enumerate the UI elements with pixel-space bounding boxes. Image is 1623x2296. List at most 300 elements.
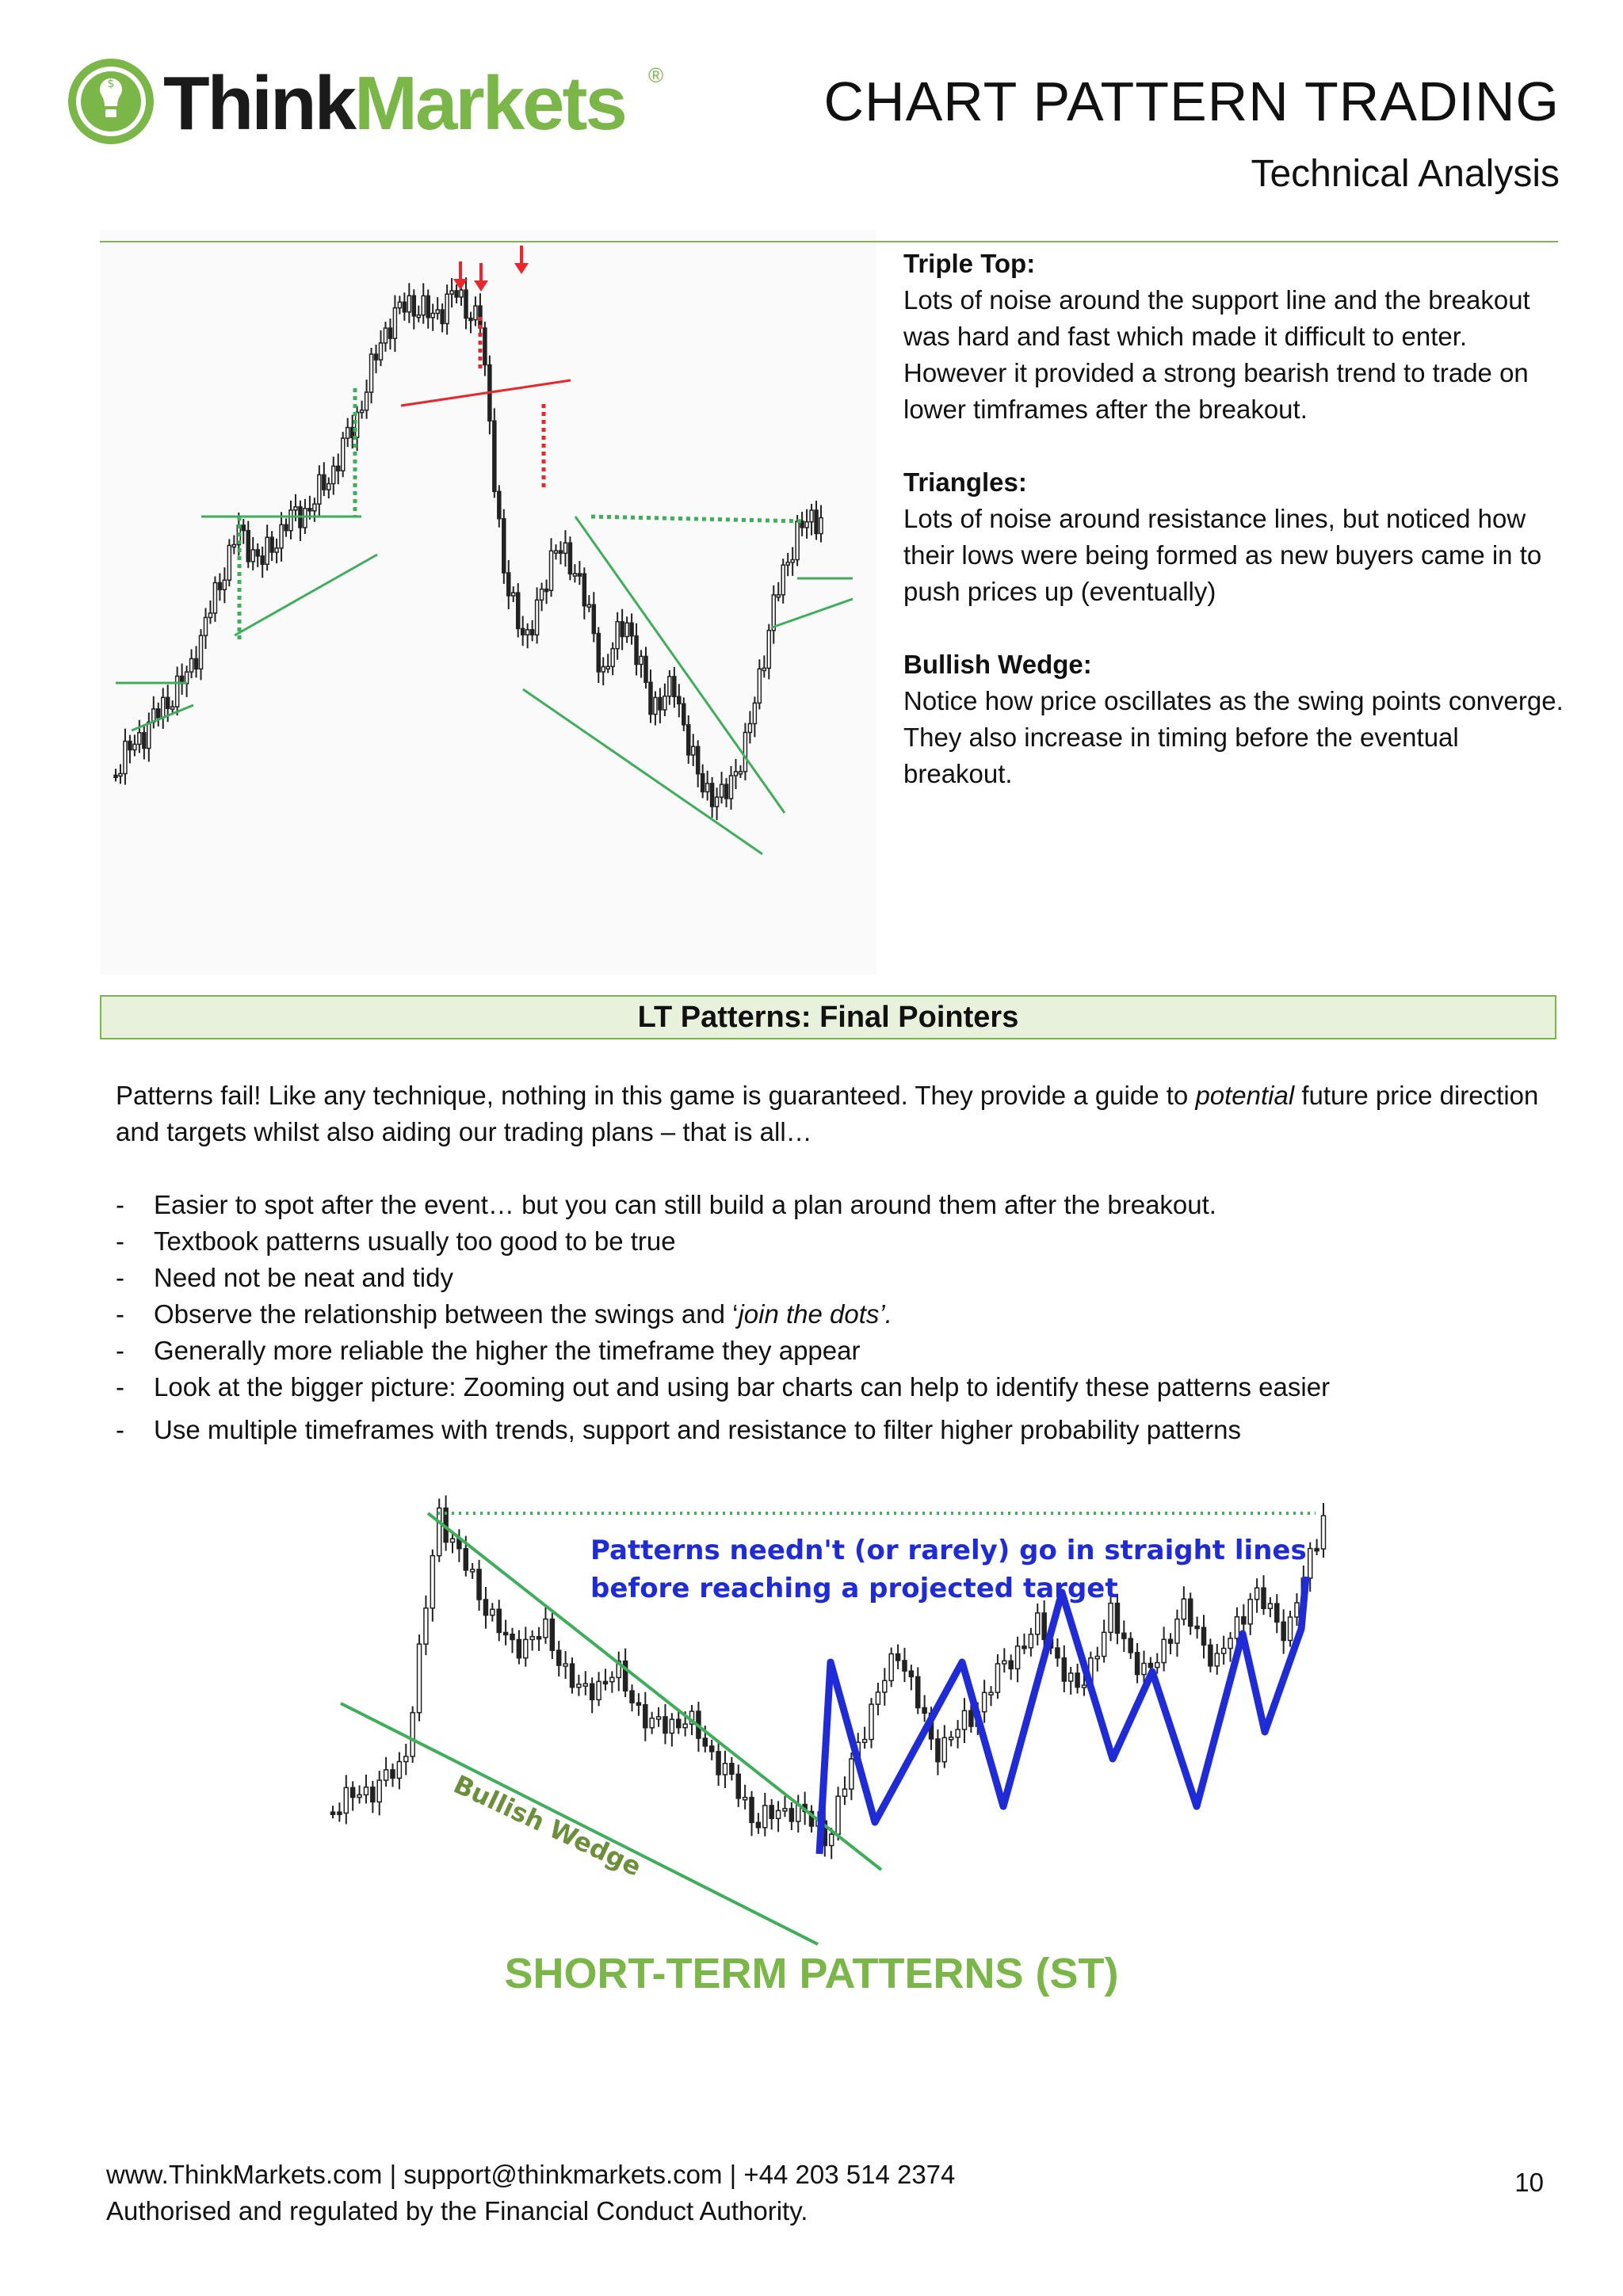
candle-body — [417, 315, 420, 318]
candle-body — [916, 1676, 920, 1707]
candle-body — [294, 507, 297, 510]
candle-body — [936, 1739, 940, 1762]
candle-body — [393, 308, 396, 338]
document-subtitle: Technical Analysis — [1251, 153, 1560, 195]
candle-body — [166, 697, 170, 708]
candle-body — [767, 631, 770, 669]
candle-body — [1062, 1658, 1066, 1681]
candle-body — [777, 595, 780, 597]
footer-contact: www.ThinkMarkets.com | support@thinkmarkets.com | +44 203 514 2374 — [106, 2160, 956, 2189]
candle-body — [1255, 1588, 1259, 1599]
candle-body — [232, 544, 235, 547]
wedge-target-projection — [591, 517, 805, 521]
candle-body — [437, 1508, 441, 1555]
candle-body — [346, 428, 349, 439]
candle-body — [370, 354, 373, 392]
candle-body — [949, 1737, 953, 1740]
candle-body — [1069, 1673, 1073, 1681]
candle-body — [956, 1730, 960, 1737]
chart2-annotation-line2: before reaching a projected target — [590, 1573, 1118, 1604]
candle-body — [1268, 1604, 1272, 1608]
red-arrow-icon — [514, 263, 529, 274]
candle-body — [1315, 1549, 1319, 1551]
logo-bulb-icon — [65, 55, 157, 147]
pointer-list — [116, 1187, 1558, 1455]
candle-body — [176, 676, 179, 707]
candle-body — [903, 1661, 907, 1671]
candle-body — [517, 593, 520, 628]
candle-body — [563, 543, 567, 553]
candle-body — [477, 1569, 481, 1600]
note-text: Lots of noise around the support line and the breakout was hard and fast which made it difficult to enter. However it provided a strong bearish trend to trade on lower timframes after the breakout. — [903, 285, 1530, 424]
logo-wordmark — [163, 60, 625, 147]
wedge-support-line — [523, 689, 762, 854]
candle-body — [195, 658, 198, 669]
list-item — [116, 1223, 1558, 1260]
candle-body — [616, 622, 619, 649]
candle-body — [280, 524, 283, 548]
candle-body — [1082, 1685, 1086, 1688]
candle-body — [922, 1707, 926, 1713]
candle-body — [550, 1619, 554, 1650]
candle-body — [114, 775, 117, 777]
candle-body — [544, 1619, 548, 1638]
short-term-patterns-title: SHORT-TERM PATTERNS (ST) — [504, 1950, 1119, 1997]
candle-body — [649, 682, 652, 714]
candle-body — [720, 784, 724, 797]
list-item-text: Easier to spot after the event… but you can still build a plan around them after the breakout. — [154, 1190, 1216, 1219]
candle-body — [344, 1787, 348, 1813]
note-bullish-wedge — [903, 646, 1569, 792]
candle-body — [889, 1654, 893, 1681]
candle-body — [545, 589, 548, 592]
logo-markets: Markets — [353, 61, 625, 146]
candle-body — [725, 784, 728, 799]
candle-body — [308, 509, 311, 511]
candle-body — [157, 709, 160, 718]
candle-body — [407, 296, 411, 312]
candle-body — [650, 1718, 654, 1728]
candle-body — [304, 509, 307, 528]
candle-body — [630, 1691, 634, 1703]
candle-body — [550, 551, 553, 590]
candle-body — [555, 551, 558, 553]
candle-body — [351, 1787, 355, 1797]
candle-body — [659, 697, 662, 709]
candle-body — [251, 550, 254, 562]
candle-body — [1109, 1604, 1113, 1633]
candle-body — [819, 518, 823, 534]
candle-body — [750, 1798, 754, 1823]
candle-body — [969, 1711, 973, 1726]
triple-top-support-line — [401, 380, 571, 406]
svg-text:$: $ — [107, 78, 115, 90]
candle-body — [1148, 1663, 1152, 1667]
candle-body — [213, 582, 216, 612]
candle-body — [119, 773, 122, 776]
list-item-text: Generally more reliable the higher the timeframe they appear — [154, 1336, 861, 1365]
candle-body — [265, 537, 269, 564]
candle-body — [578, 574, 581, 576]
candle-body — [517, 1639, 521, 1657]
candle-body — [635, 636, 638, 665]
candle-body — [739, 772, 742, 774]
candle-body — [716, 1752, 720, 1775]
candle-body — [441, 310, 444, 323]
candle-body — [1155, 1663, 1159, 1668]
candle-body — [337, 466, 340, 471]
bullet-dash: - — [116, 1415, 124, 1444]
candle-body — [989, 1692, 993, 1695]
candle-body — [491, 1609, 495, 1615]
intro-emphasis: potential — [1195, 1081, 1295, 1110]
candle-body — [716, 797, 719, 807]
candle-body — [384, 328, 387, 343]
candle-body — [1009, 1661, 1013, 1669]
candle-body — [361, 410, 364, 413]
candle-body — [577, 1684, 581, 1688]
candle-body — [424, 1608, 428, 1644]
triple-top-triangle-wedge-chart — [100, 230, 876, 974]
candle-body — [791, 560, 794, 563]
registered-mark: ® — [648, 63, 664, 87]
candle-body — [587, 605, 590, 607]
candle-body — [521, 628, 525, 635]
page-number: 10 — [1514, 2168, 1544, 2197]
list-item — [116, 1187, 1558, 1223]
candle-body — [673, 677, 676, 696]
candle-body — [323, 475, 326, 490]
candle-body — [275, 548, 278, 552]
candle-body — [697, 746, 700, 773]
candle-body — [338, 1812, 342, 1814]
candle-body — [412, 296, 415, 315]
candle-body — [769, 1806, 773, 1818]
candle-body — [644, 656, 647, 682]
candle-body — [418, 1644, 422, 1713]
candle-body — [590, 1684, 594, 1699]
note-title: Bullish Wedge: — [903, 650, 1092, 679]
candle-body — [375, 354, 378, 360]
candle-body — [995, 1664, 999, 1692]
note-title: Triangles: — [903, 467, 1027, 497]
candle-body — [246, 531, 250, 562]
candle-body — [1308, 1549, 1312, 1578]
candle-body — [371, 1787, 375, 1802]
candle-body — [783, 1809, 787, 1811]
triangle-support-line — [235, 555, 377, 635]
candle-body — [124, 742, 127, 774]
candle-body — [1289, 1617, 1293, 1640]
candle-body — [703, 1738, 707, 1746]
candle-body — [450, 291, 453, 294]
candle-body — [1281, 1622, 1285, 1640]
candle-body — [1228, 1638, 1232, 1649]
candle-body — [781, 565, 785, 595]
candle-body — [611, 649, 614, 667]
candle-body — [227, 545, 231, 580]
candle-body — [748, 723, 751, 732]
intro-text-end: future price direction and targets whilst also aiding our trading plans – that is all… — [116, 1081, 1539, 1146]
bullet-dash: - — [116, 1336, 124, 1365]
list-item-text: Look at the bigger picture: Zooming out and using bar charts can help to identify these patterns easier — [154, 1372, 1331, 1402]
candle-body — [497, 1609, 501, 1632]
list-item-text: Textbook patterns usually too good to be true — [154, 1226, 676, 1256]
candle-body — [863, 1740, 867, 1743]
candle-body — [460, 290, 463, 297]
candle-body — [597, 1681, 601, 1699]
candle-body — [701, 774, 705, 792]
candle-body — [384, 1770, 388, 1780]
candle-body — [896, 1654, 900, 1661]
candle-body — [621, 622, 624, 637]
candle-body — [682, 704, 685, 725]
list-item — [116, 1412, 1558, 1455]
candle-body — [962, 1711, 966, 1730]
candle-body — [796, 521, 799, 560]
candle-body — [483, 328, 487, 365]
candle-body — [1016, 1646, 1020, 1669]
candle-body — [332, 466, 335, 483]
candle-body — [983, 1692, 987, 1711]
chart1-canvas — [100, 230, 876, 974]
red-arrow-icon — [474, 280, 488, 292]
candle-body — [507, 573, 510, 596]
document-title: CHART PATTERN TRADING — [823, 71, 1560, 132]
candle-body — [1002, 1661, 1006, 1664]
candle-body — [815, 510, 818, 534]
candle-body — [1102, 1632, 1106, 1656]
candle-body — [640, 656, 643, 664]
candle-body — [289, 510, 292, 531]
candle-body — [869, 1704, 873, 1739]
candle-body — [805, 522, 808, 528]
candle-body — [147, 722, 151, 748]
candle-body — [1128, 1638, 1132, 1653]
list-item — [116, 1260, 1558, 1296]
candle-body — [510, 1634, 514, 1640]
candle-body — [318, 475, 321, 504]
list-item-text: Need not be neat and tidy — [154, 1263, 453, 1292]
candle-body — [171, 707, 174, 709]
candle-body — [711, 784, 714, 807]
candle-body — [763, 1806, 767, 1828]
bullet-dash: - — [116, 1190, 124, 1219]
candle-body — [256, 550, 259, 556]
candle-body — [762, 668, 766, 670]
footer-regulation: Authorised and regulated by the Financial Conduct Authority. — [106, 2196, 808, 2225]
candle-body — [571, 1664, 575, 1688]
candle-body — [530, 1637, 534, 1640]
candle-body — [1169, 1639, 1173, 1643]
candle-body — [625, 623, 628, 636]
candle-body — [430, 1556, 434, 1608]
candle-body — [1056, 1648, 1060, 1658]
candle-body — [758, 669, 761, 703]
candle-body — [563, 1664, 567, 1666]
list-item — [116, 1333, 1558, 1369]
candle-body — [734, 772, 737, 776]
short-term-wedge-chart — [317, 1489, 1339, 1949]
candle-body — [1215, 1653, 1219, 1666]
candle-body — [261, 556, 264, 564]
breakout-line — [772, 599, 853, 627]
section-heading: LT Patterns: Final Pointers — [100, 995, 1556, 1039]
candle-body — [756, 1822, 760, 1827]
candle-body — [597, 634, 600, 672]
candle-body — [498, 491, 501, 518]
candle-body — [1235, 1617, 1239, 1638]
candle-body — [810, 510, 813, 522]
candle-body — [730, 1764, 734, 1775]
candle-body — [772, 595, 775, 631]
candle-body — [1222, 1649, 1226, 1653]
candle-body — [730, 776, 733, 799]
candle-body — [636, 1703, 640, 1705]
candle-body — [1209, 1645, 1212, 1665]
wedge-resistance-line — [575, 517, 785, 813]
candle-body — [677, 1719, 681, 1727]
candle-body — [657, 1717, 661, 1719]
candle-body — [331, 1812, 335, 1814]
bullet-dash: - — [116, 1263, 124, 1292]
candle-body — [190, 658, 193, 672]
candle-body — [1242, 1617, 1246, 1624]
swing-path-line — [819, 1577, 1306, 1854]
candle-body — [357, 1794, 361, 1797]
note-triangles — [903, 464, 1569, 610]
candle-body — [469, 318, 472, 321]
candle-body — [455, 291, 458, 297]
candle-body — [1115, 1604, 1119, 1634]
candle-body — [422, 296, 425, 315]
candle-body — [1295, 1603, 1299, 1617]
candle-body — [830, 1834, 834, 1845]
candle-body — [537, 1637, 541, 1639]
candle-body — [531, 630, 534, 635]
footer — [106, 2157, 955, 2229]
candle-body — [1322, 1516, 1326, 1549]
candle-body — [536, 600, 539, 635]
candle-body — [327, 484, 330, 490]
candle-body — [559, 551, 562, 553]
note-text: Notice how price oscillates as the swing points converge. They also increase in timing before the eventual breakout. — [903, 686, 1564, 788]
chart2-canvas — [317, 1489, 1339, 1949]
candle-body — [723, 1764, 727, 1775]
candle-body — [128, 742, 132, 750]
list-item-text: Observe the relationship between the swings and ‘ — [154, 1299, 739, 1329]
candle-body — [242, 525, 245, 531]
candle-body — [836, 1796, 840, 1834]
candle-body — [391, 1770, 395, 1779]
candle-body — [364, 1787, 368, 1795]
candle-body — [786, 563, 789, 565]
candle-body — [743, 1798, 747, 1800]
header-divider — [100, 241, 1558, 242]
candle-body — [411, 1713, 414, 1756]
candle-body — [464, 290, 468, 318]
candle-body — [379, 343, 382, 360]
candle-body — [200, 635, 203, 669]
candle-body — [678, 696, 681, 704]
candle-body — [687, 725, 690, 755]
note-text: Lots of noise around resistance lines, but noticed how their lows were being formed as new buyers came in to push prices up (eventually) — [903, 504, 1542, 606]
candle-body — [471, 1569, 475, 1572]
candle-body — [540, 589, 544, 601]
candle-body — [1195, 1626, 1199, 1628]
thinkmarkets-logo — [65, 52, 667, 147]
candle-body — [1042, 1613, 1046, 1639]
candle-body — [643, 1705, 647, 1728]
candle-body — [670, 1719, 674, 1733]
candle-body — [1262, 1588, 1266, 1608]
candle-body — [204, 617, 207, 635]
candle-body — [313, 504, 316, 511]
candle-body — [388, 328, 391, 338]
candle-body — [1095, 1657, 1099, 1659]
candle-body — [223, 580, 226, 589]
list-item — [116, 1369, 1558, 1412]
candle-body — [942, 1737, 946, 1761]
candle-body — [909, 1671, 913, 1676]
candle-body — [1136, 1653, 1140, 1675]
candle-body — [1162, 1639, 1166, 1662]
candle-body — [663, 696, 666, 710]
candle-body — [524, 1639, 528, 1657]
candle-body — [356, 413, 359, 438]
note-title: Triple Top: — [903, 249, 1036, 278]
candle-body — [710, 1746, 714, 1752]
candle-body — [842, 1789, 846, 1796]
candle-body — [850, 1759, 854, 1789]
candle-body — [606, 666, 609, 669]
candle-body — [1248, 1600, 1252, 1624]
candle-body — [777, 1810, 781, 1818]
candle-body — [663, 1717, 667, 1733]
candle-body — [436, 310, 439, 313]
candle-body — [426, 296, 430, 317]
candle-body — [512, 593, 515, 596]
candle-body — [883, 1680, 887, 1692]
candle-body — [668, 677, 671, 696]
candle-body — [342, 438, 345, 471]
candle-body — [445, 294, 449, 323]
candle-body — [1175, 1619, 1179, 1643]
candle-body — [483, 1600, 487, 1615]
candle-body — [365, 392, 369, 410]
list-item-text: Use multiple timeframes with trends, support and resistance to filter higher probability patterns — [154, 1415, 1241, 1444]
candle-body — [143, 733, 146, 749]
candle-body — [1142, 1663, 1146, 1674]
bullet-dash: - — [116, 1372, 124, 1402]
candle-body — [610, 1677, 614, 1681]
candle-body — [162, 697, 165, 718]
candle-body — [1122, 1633, 1126, 1638]
candle-body — [218, 582, 221, 589]
bullet-dash: - — [116, 1226, 124, 1256]
candle-body — [377, 1780, 381, 1802]
candle-body — [451, 1539, 455, 1542]
candle-body — [1182, 1599, 1186, 1619]
candle-body — [270, 537, 273, 552]
list-item-emphasis: join the dots’. — [738, 1299, 892, 1329]
candle-body — [1201, 1627, 1205, 1645]
candle-body — [583, 1684, 587, 1686]
candle-body — [876, 1692, 880, 1704]
intro-paragraph — [116, 1077, 1558, 1150]
candle-body — [502, 519, 506, 573]
candle-body — [464, 1549, 468, 1570]
